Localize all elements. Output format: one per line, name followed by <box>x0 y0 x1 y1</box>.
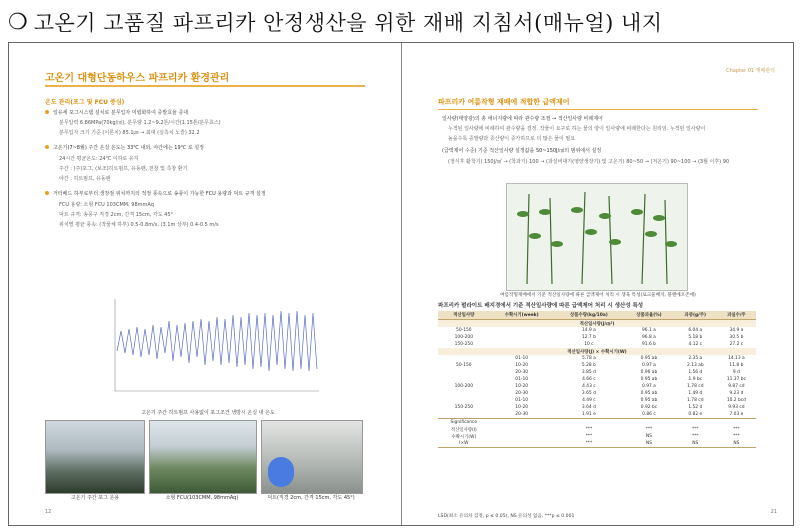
table-cell: 20-30 <box>515 391 529 396</box>
table-cell: 50-150 <box>456 328 472 333</box>
photo-caption: 덕트(직경 2cm, 간격 15cm, 각도 45°) <box>267 495 355 501</box>
body-text: 거터베드 하부로부터 생장점 위치까지의 적정 풍속으로 송풍이 가능한 FCU 용량과 덕트 규격 설정 <box>53 191 266 197</box>
table-cell: 20-30 <box>515 370 529 375</box>
table-cell: 4.49 c <box>582 398 596 403</box>
table-cell <box>490 440 554 448</box>
table-cell: 1.78 cd <box>687 384 704 389</box>
table-cell: 20-30 <box>490 411 554 419</box>
body-text: (급액제어 수준) 기준 적산일사량 설정값을 50~150J/㎠의 범위에서 설정 <box>442 148 602 154</box>
body-subtext: 야간 : 히트펌프, 유동팬 <box>59 176 111 182</box>
table-row <box>438 404 756 411</box>
table-cell: 10.2 bcd <box>726 398 746 403</box>
column-header: 수확시기(week) <box>490 311 554 320</box>
table-row <box>438 369 756 376</box>
circle-bullet-icon: ❍ <box>8 9 28 35</box>
table-cell: 0.97 a <box>642 363 656 368</box>
left-page <box>9 43 400 525</box>
body-subtext: 분무압력 6.86MPa(70kg/㎠), 분무량 1.2~9.2톤/시간(1.15톤/분무효스) <box>59 120 221 126</box>
photo-caption: 고온기 주간 포그 운용 <box>70 495 120 501</box>
column-header: 적산일사량 <box>438 311 490 320</box>
table-cell: *** <box>692 434 699 439</box>
table-cell: 34.9 a <box>729 328 744 333</box>
yield-table <box>438 311 756 448</box>
table-cell <box>490 334 554 341</box>
table-cell: 10-20 <box>515 363 529 368</box>
table-cell: 0.97 a <box>642 384 656 389</box>
table-header-row <box>438 311 756 320</box>
table-cell: 9.23 d <box>729 391 744 396</box>
table-cell: 0.95 ab <box>640 356 658 361</box>
table-cell <box>554 419 624 427</box>
table-cell: 적산일사량(I) <box>450 427 477 433</box>
table-cell <box>490 433 554 440</box>
table-cell: NS <box>674 440 717 448</box>
table-cell <box>490 426 554 433</box>
table-cell <box>674 419 717 427</box>
table-cell: 0.95 ab <box>640 377 658 382</box>
table-cell: NS <box>624 440 674 448</box>
table-cell: 14.9 a <box>581 328 596 333</box>
table-cell: 96.1 a <box>642 328 656 333</box>
table-row <box>438 397 756 404</box>
bullet-dot-icon <box>45 145 49 149</box>
table-cell: 01-10 <box>515 377 529 382</box>
bullet-dot-icon <box>45 110 49 114</box>
document-title: 고온기 고품질 파프리카 안정생산을 위한 재배 지침서(매뉴얼) 내지 <box>33 11 663 35</box>
page-number: 12 <box>45 509 52 515</box>
left-page-title: 고온기 대형단동하우스 파프리카 환경관리 <box>45 73 230 84</box>
bullet-dot-icon <box>45 191 49 195</box>
table-row <box>438 376 756 383</box>
table-cell: 1.49 d <box>688 391 703 396</box>
table-cell <box>490 327 554 334</box>
table-row <box>438 341 756 348</box>
table-cell: *** <box>733 434 740 439</box>
column-header: 상품수량(kg/10a) <box>554 311 624 320</box>
table-cell: 4.66 c <box>582 377 596 382</box>
table-cell <box>438 376 490 383</box>
table-cell: *** <box>554 440 624 448</box>
table-cell: 0.92 bc <box>640 405 658 410</box>
page-number: 21 <box>770 509 777 515</box>
table-cell: 150-250 <box>454 405 473 410</box>
table-cell: 27.2 c <box>729 342 744 347</box>
plant-photo <box>506 183 688 291</box>
table-cell: 10-20 <box>515 405 529 410</box>
table-cell: NS <box>717 440 756 448</box>
photo-fog-system <box>45 420 145 494</box>
table-cell: 5.78 a <box>581 356 596 361</box>
table-cell: 91.6 b <box>641 342 656 347</box>
body-subtext: 누적된 일사량에 비례하여 관수량을 결정. 작물이 요구로 하는 물의 양이 일사량에 비례한다는 원리임. 누적된 일사량이 <box>448 126 706 132</box>
table-cell <box>624 419 674 427</box>
body-text: 일사량(태양광)의 총 에너지량에 따라 관수량 조절 → 적산일사량 비례제어 <box>442 116 603 122</box>
body-subtext: FCU 용량: 소형 FCU 103CMM, 98mmAq <box>59 202 154 208</box>
table-cell: 10-20 <box>515 384 529 389</box>
table-cell: Significance <box>450 420 478 425</box>
chart-background <box>93 291 325 407</box>
table-row <box>438 362 756 369</box>
table-cell <box>490 419 554 427</box>
table-cell <box>438 390 490 397</box>
table-cell: 5.28 b <box>581 363 596 368</box>
table-cell: 01-10 <box>515 356 529 361</box>
body-subtext: 24시간 평균온도: 24℃ 이하로 유지 <box>59 156 139 162</box>
table-cell <box>438 411 490 419</box>
chapter-tag: Chapter 01 재배관리 <box>726 68 775 74</box>
table-cell: 2.35 a <box>688 356 703 361</box>
table-row <box>438 390 756 397</box>
body-text: 고온기(7~8월) 주간 온실 온도는 33℃ 내외, 야간에는 19℃ 로 설정 <box>53 145 204 151</box>
table-cell: 3.65 d <box>581 391 596 396</box>
table-cell: 0.96 ab <box>640 370 658 375</box>
right-page-title: 파프리카 여름작형 재배에 적합한 급액제어 <box>438 98 570 106</box>
table-row <box>438 411 756 419</box>
table-row <box>438 433 756 440</box>
table-cell: 4.43 c <box>582 384 596 389</box>
table-row <box>438 383 756 390</box>
table-cell: 3.85 d <box>581 370 596 375</box>
table-cell <box>438 355 490 362</box>
table-cell: 0.95 ab <box>640 391 658 396</box>
photo-caption: 여름작형재배에서 기준 적산일사량에 따른 급액제어 처리 시 생육 특성(로크울배지, 블랜에오존에) <box>500 293 696 298</box>
table-cell: 9.87 cd <box>728 384 745 389</box>
title-rule <box>438 109 758 110</box>
document-header <box>8 4 792 40</box>
group-label: 적산일사량(J/㎝²) <box>438 320 756 328</box>
body-subtext: 분무입자 크기 기준 (이론치) 85.1㎛ → 최대 (실측치 노즐) 32.2 <box>59 130 200 136</box>
table-cell: 9 d <box>732 370 740 375</box>
body-subtext: 주간 : (주)포그, (보조)히트펌프, 유동팬, 천창 및 측창 환기 <box>59 166 188 172</box>
table-cell: 1.78 cd <box>687 398 704 403</box>
table-row <box>438 327 756 334</box>
body-subtext: 높을수록 증발량과 증산량이 증가하므로 더 많은 물이 필요 <box>448 136 576 142</box>
temperature-line-chart <box>93 291 325 407</box>
body-subtext: (정식후 활착기) 150J/㎠ → (착과기) 100 → (과실비대기(영양생장기) 및 고온기) 80~50 → (저온기) 90~100 → (3월 이후) 90 <box>448 159 730 165</box>
table-cell: 0.82 e <box>674 411 717 419</box>
table-cell: 14.13 a <box>728 356 745 361</box>
table-cell: 6.04 a <box>688 328 703 333</box>
table-row <box>438 440 756 448</box>
table-cell: 2.13 ab <box>686 363 704 368</box>
chart-caption: 고온기 주간 히트펌프 사용없이 포그조건 냉방시 온실 내 온도 <box>141 410 275 416</box>
table-cell: 1.56 d <box>688 370 703 375</box>
table-cell: 1.9 bc <box>688 377 703 382</box>
table-cell: 3.64 d <box>581 405 596 410</box>
table-cell: 1.52 d <box>688 405 703 410</box>
table-cell: 30.5 b <box>729 335 744 340</box>
table-cell: 50-150 <box>456 363 472 368</box>
table-row <box>438 419 756 427</box>
page-spread <box>8 42 794 526</box>
column-header: 상품과율(%) <box>624 311 674 320</box>
table-cell: 0.86 c <box>624 411 674 419</box>
title-rule <box>45 85 365 87</box>
table-cell: 96.8 a <box>642 335 656 340</box>
table-cell: *** <box>585 434 593 439</box>
table-footnote: LSD(최소 유의차 검정, p ≤ 0.05), NS 유의성 없음, ***p ≤ 0.001 <box>438 514 575 519</box>
table-cell: 12.7 b <box>581 335 596 340</box>
body-subtext: 덕트 규격: 송풍구 직경 2cm, 간격 15cm, 각도 45° <box>59 212 174 218</box>
table-cell: 수확시기(W) <box>451 434 477 440</box>
table-cell: *** <box>645 427 653 432</box>
column-header: 과중(g/주) <box>674 311 717 320</box>
table-row <box>438 355 756 362</box>
table-cell <box>438 397 490 404</box>
table-cell: 100-200 <box>454 384 473 389</box>
table-cell: 01-10 <box>515 398 529 403</box>
table-cell: 100-200 <box>454 335 473 340</box>
table-cell <box>438 369 490 376</box>
table-cell: *** <box>733 427 740 432</box>
group-label: 적산일사량(J) × 수확시기(W) <box>438 348 756 355</box>
table-cell: 11.37 bc <box>726 377 746 382</box>
photo-fcu-unit <box>149 420 257 494</box>
photo-duct <box>261 420 363 494</box>
table-cell: NS <box>645 434 652 439</box>
table-row <box>438 334 756 341</box>
table-title: 파프리카 펄라이트 배지경에서 기준 적산일사량에 따른 급액제어 처리 시 생산성 특성 <box>438 303 644 309</box>
table-row <box>438 426 756 433</box>
table-cell: I×W <box>438 440 490 448</box>
photo-caption: 소형 FCU(103CMM, 98mmAq) <box>165 495 239 501</box>
table-cell <box>490 341 554 348</box>
table-cell: *** <box>692 427 699 432</box>
table-group-row <box>438 348 756 355</box>
table-cell: 150-250 <box>454 342 473 347</box>
body-subtext: 위치별 평균 풍속: (작물체 하부) 0.5-0.8m/s, (3.1m 상부) 0.4-0.5 m/s <box>59 222 219 228</box>
table-cell: 7.03 e <box>717 411 756 419</box>
table-cell: 4.12 c <box>688 342 703 347</box>
table-cell <box>717 419 756 427</box>
right-page <box>402 43 793 525</box>
table-cell: 5.18 b <box>688 335 703 340</box>
table-cell: 9.93 cd <box>728 405 745 410</box>
table-group-row <box>438 320 756 328</box>
table-cell: 11.8 b <box>729 363 744 368</box>
table-cell: 10 c <box>584 342 594 347</box>
column-header: 과실수/주 <box>717 311 756 320</box>
table-cell: 1.91 e <box>554 411 624 419</box>
table-cell: *** <box>585 427 593 432</box>
duct-highlight-circle <box>268 457 294 487</box>
section-title: 온도 관리(포그 및 FCU 중심) <box>45 99 125 106</box>
table-cell: 0.95 ab <box>640 398 658 403</box>
body-text: 일유세 포그시스템 설치로 분무입자 미립화하여 증발효율 증대 <box>53 110 189 116</box>
